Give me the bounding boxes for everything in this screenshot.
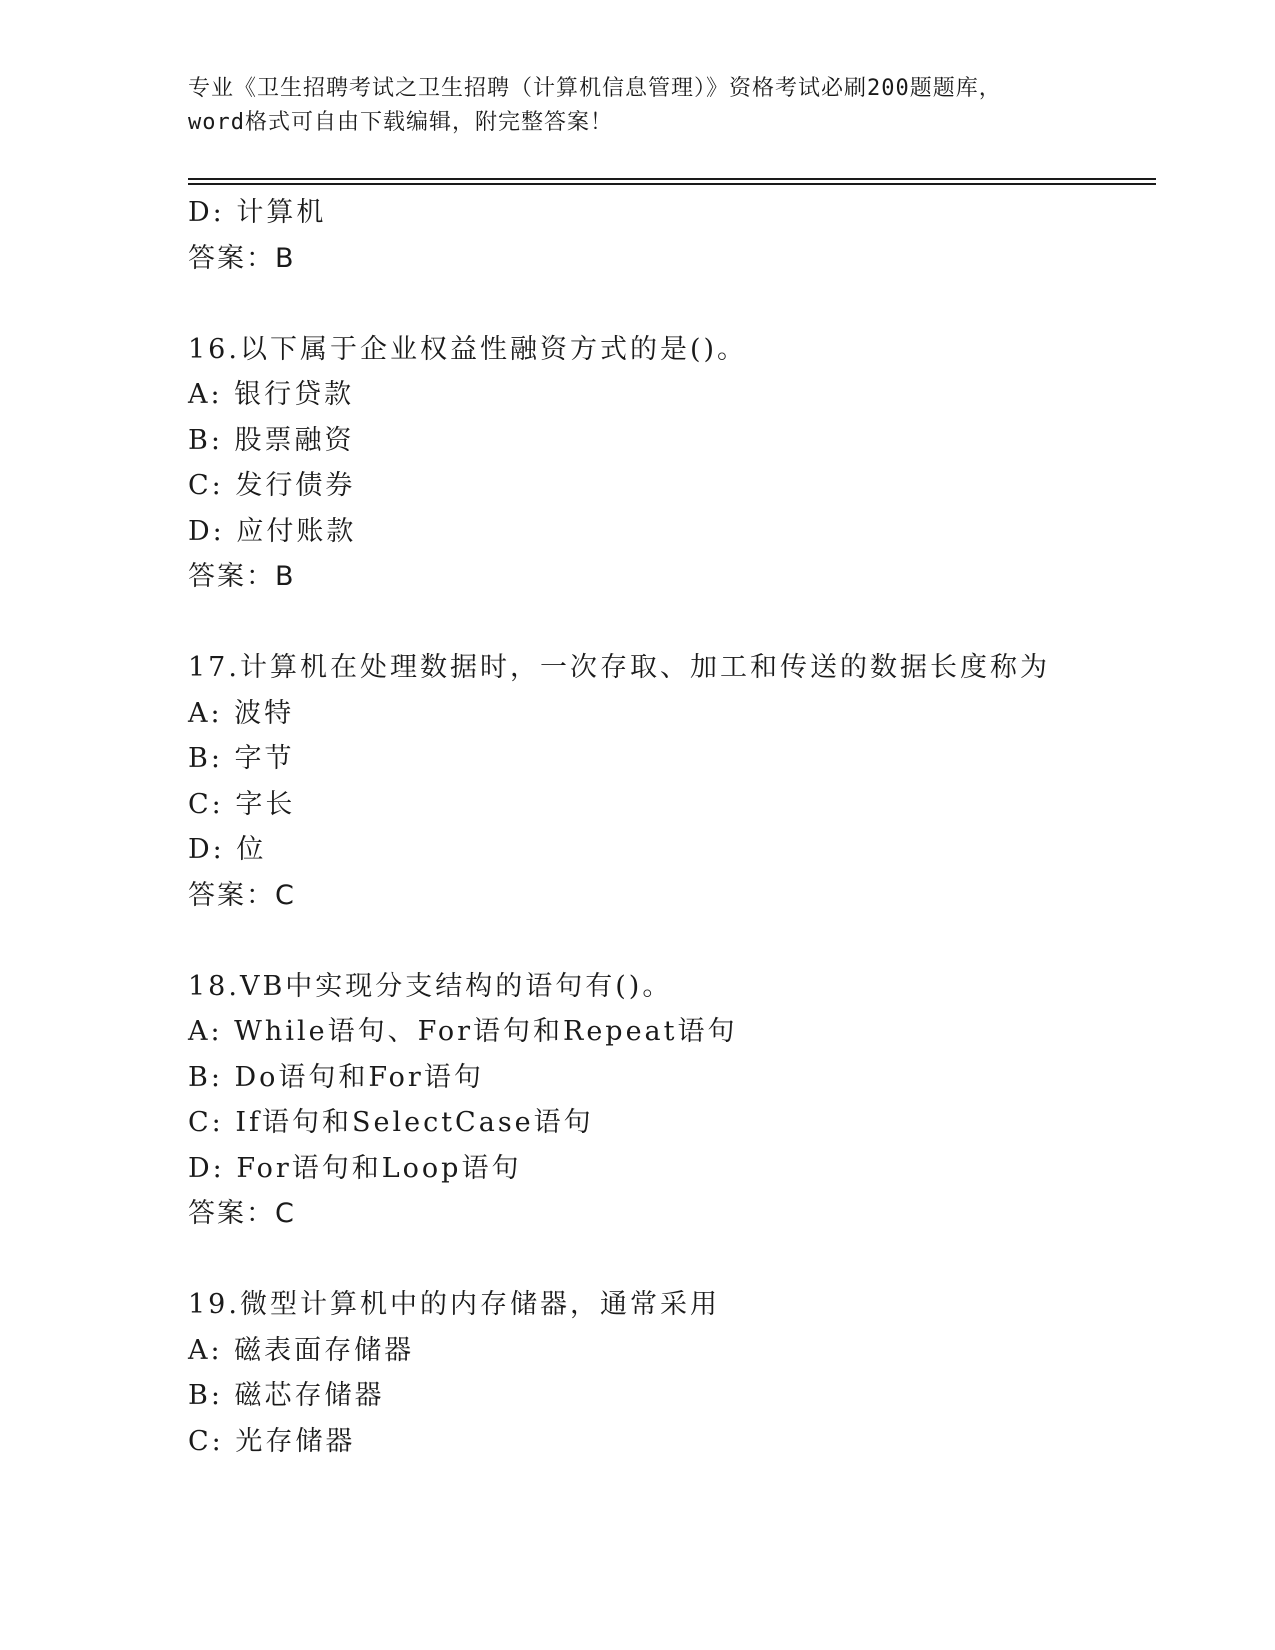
spacer (188, 1237, 1148, 1283)
header-title-line-2: word格式可自由下载编辑，附完整答案！ (188, 110, 613, 135)
question-17 (188, 645, 1148, 964)
question-19 (188, 1282, 1148, 1464)
spacer (188, 600, 1148, 646)
option-c: C: 字长 (188, 788, 296, 820)
question-16 (188, 327, 1148, 646)
question-stem: 17.计算机在处理数据时，一次存取、加工和传送的数据长度称为 (188, 652, 1050, 683)
header-divider-top (188, 178, 1156, 180)
question-stem: 19.微型计算机中的内存储器，通常采用 (188, 1289, 720, 1320)
option-c: C: 发行债券 (188, 470, 356, 501)
question-stem: 16.以下属于企业权益性融资方式的是()。 (188, 333, 748, 365)
option-c: C: 光存储器 (188, 1425, 356, 1457)
document-header (188, 72, 1088, 140)
question-stem: 18.VB中实现分支结构的语句有()。 (188, 970, 673, 1002)
option-a: A: 波特 (188, 697, 295, 729)
option-a: A: While语句、For语句和Repeat语句 (188, 1016, 738, 1047)
answer-line: 答案：B (188, 242, 296, 274)
spacer (188, 918, 1148, 964)
option-c: C: If语句和SelectCase语句 (188, 1107, 594, 1138)
option-d: D: For语句和Loop语句 (188, 1152, 522, 1184)
option-a: A: 银行贷款 (188, 379, 355, 410)
header-divider-bottom (188, 183, 1156, 185)
answer-line: 答案：B (188, 561, 296, 592)
option-a: A: 磁表面存储器 (188, 1334, 415, 1366)
option-d: D: 应付账款 (188, 515, 357, 547)
option-b: B: 字节 (188, 743, 295, 774)
option-d: D: 位 (188, 834, 267, 865)
answer-line: 答案：C (188, 879, 296, 911)
question-18 (188, 964, 1148, 1283)
header-title-line-1: 专业《卫生招聘考试之卫生招聘（计算机信息管理）》资格考试必刷200题题库， (188, 76, 1002, 101)
option-b: B: 股票融资 (188, 424, 355, 456)
option-d: D: 计算机 (188, 197, 327, 228)
option-b: B: 磁芯存储器 (188, 1380, 385, 1411)
answer-line: 答案：C (188, 1198, 296, 1229)
option-b: B: Do语句和For语句 (188, 1061, 484, 1093)
question-list (188, 190, 1148, 1464)
spacer (188, 281, 1148, 327)
